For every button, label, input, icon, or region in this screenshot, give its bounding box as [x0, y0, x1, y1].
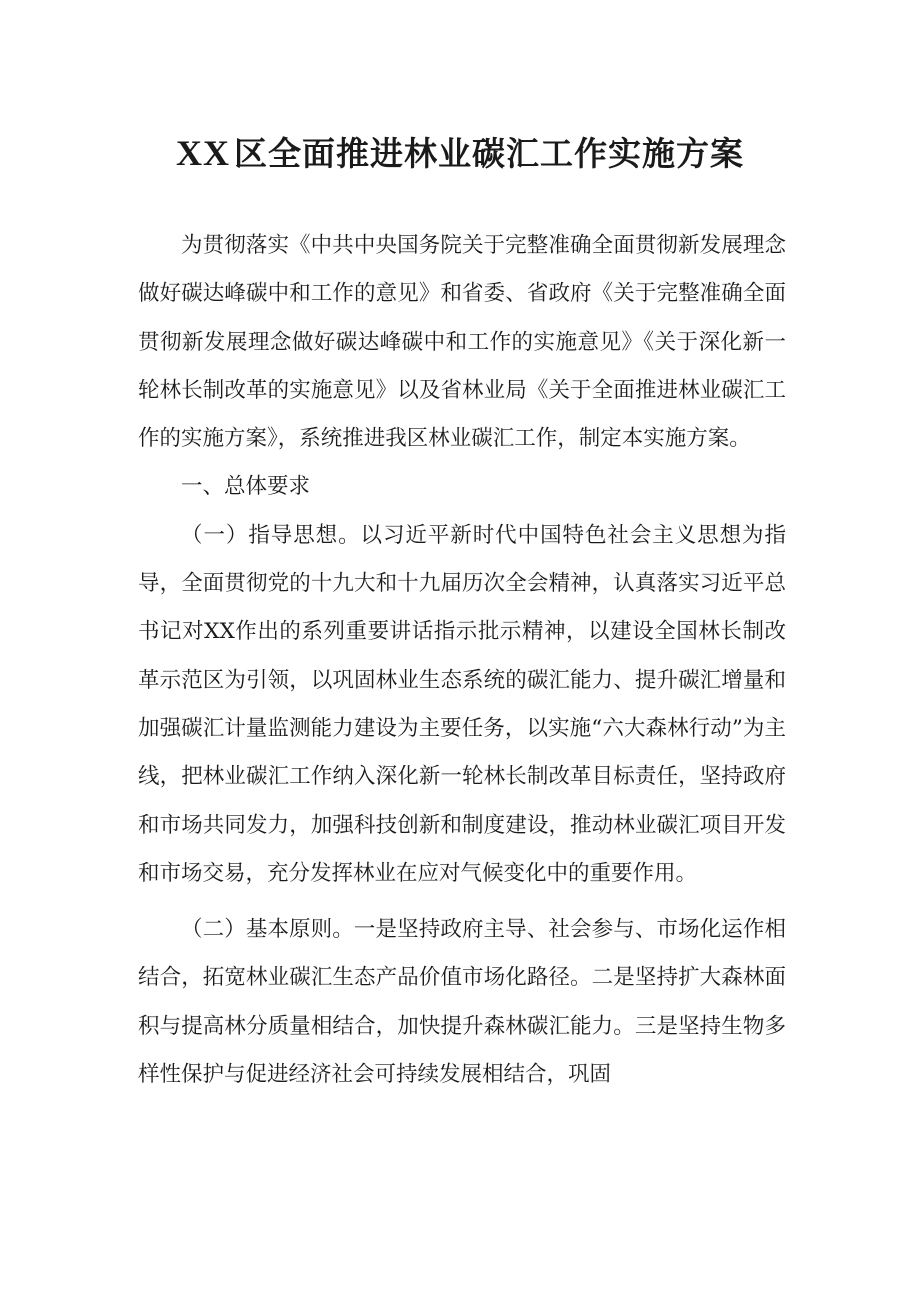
document-title: [0, 128, 920, 175]
paragraph-intro: 为贯彻落实《中共中央国务院关于完整准确全面贯彻新发展理念做好碳达峰碳中和工作的意见》和省委、省政府《关于完整准确全面贯彻新发展理念做好碳达峰碳中和工作的实施意见》《关于深化新一轮林长制改革的实施意见》以及省林业局《关于全面推进林业碳汇工作的实施方案》，系统推进我区林业碳汇工作，制定本实施方案。: [138, 233, 786, 452]
title-prefix: XX: [176, 133, 230, 173]
paragraph-basic-principles: （二）基本原则。一是坚持政府主导、社会参与、市场化运作相结合，拓宽林业碳汇生态产品价值市场化路径。二是坚持扩大森林面积与提高林分质量相结合，加快提升森林碳汇能力。三是坚持生物多样性保护与促进经济社会可持续发展相结合，巩固: [138, 917, 786, 1088]
document-body: [138, 222, 786, 1099]
section-heading-general-requirements: 一、总体要求: [181, 474, 311, 500]
paragraph-guiding-thought: （一）指导思想。以习近平新时代中国特色社会主义思想为指导，全面贯彻党的十九大和十九届历次全会精神，认真落实习近平总书记对XX作出的系列重要讲话指示批示精神，以建设全国林长制改革示范区为引领，以巩固林业生态系统的碳汇能力、提升碳汇增量和加强碳汇计量监测能力建设为主要任务，以实施“六大森林行动”为主线，把林业碳汇工作纳入深化新一轮林长制改革目标责任，坚持政府和市场共同发力，加强科技创新和制度建设，推动林业碳汇项目开发和市场交易，充分发挥林业在应对气候变化中的重要作用。: [138, 522, 786, 886]
title-text: 区全面推进林业碳汇工作实施方案: [234, 134, 744, 173]
